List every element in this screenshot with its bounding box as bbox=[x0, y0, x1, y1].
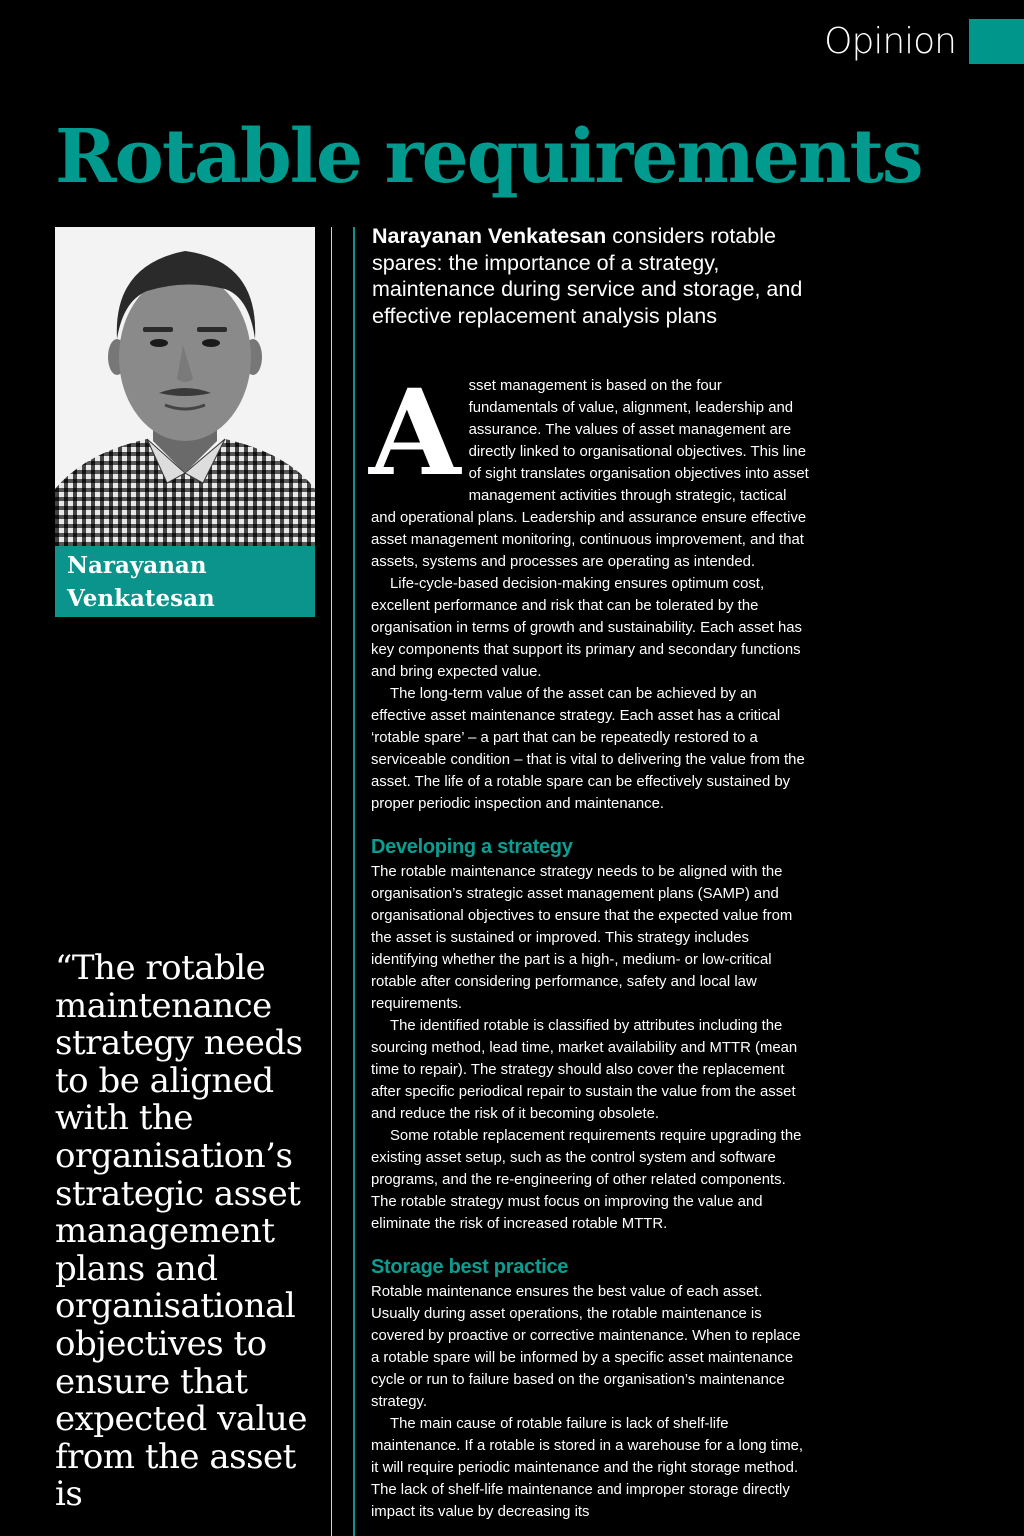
body-paragraph: The long-term value of the asset can be achieved by an effective asset maintenance strategy. Each asset has a critical ‘rotable spare’ – a part that can be repeatedly restored to a serviceable condition – that is vital to delivering the value from the asset. The life of a rotable spare can be effectively sustained by proper periodic inspection and maintenance. bbox=[371, 686, 805, 812]
article-title: Rotable requirements bbox=[55, 114, 922, 200]
body-paragraph bbox=[369, 363, 809, 573]
author-last-name: Venkatesan bbox=[67, 585, 215, 612]
body-paragraph: Life-cycle-based decision-making ensures optimum cost, excellent performance and risk that can be tolerated by the organisation in terms of growth and sustainability. Each asset has key components that support its primary and secondary functions and bring expected value. bbox=[371, 576, 802, 680]
section-heading-strategy: Developing a strategy bbox=[371, 836, 573, 858]
body-paragraph: The identified rotable is classified by attributes including the sourcing method, lead time, market availability and MTTR (mean time to repair). The strategy should also cover the replacement after specific periodical repair to sustain the value from the asset and reduce the risk of it becoming obsolete. bbox=[371, 1018, 798, 1122]
pull-quote: “The rotable maintenance strategy needs to be aligned with the organisation’s strategic asset management plans and organisational objectives to ensure that expected value from the asset is bbox=[55, 948, 307, 1515]
standfirst-accent-rule bbox=[353, 227, 355, 1536]
section-tab-marker bbox=[969, 19, 1024, 64]
author-portrait-icon bbox=[55, 227, 315, 546]
standfirst bbox=[372, 223, 827, 329]
standfirst-author: Narayanan Venkatesan bbox=[372, 224, 607, 248]
drop-cap: A bbox=[369, 363, 461, 502]
author-first-name: Narayanan bbox=[67, 552, 207, 579]
author-name-box bbox=[55, 546, 315, 617]
body-paragraph: Some rotable replacement requirements require upgrading the existing asset setup, such as the control system and software programs, and the re-engineering of other related components. The rotable strategy must focus on improving the value and eliminate the risk of increased rotable MTTR. bbox=[371, 1128, 802, 1232]
article-body bbox=[369, 363, 809, 1523]
body-paragraph: The main cause of rotable failure is lack of shelf-life maintenance. If a rotable is stored in a warehouse for a long time, it will require periodic maintenance and the right storage method. The lack of shelf-life maintenance and improper storage directly impact its value by decreasing its bbox=[371, 1416, 804, 1520]
section-heading-storage: Storage best practice bbox=[371, 1256, 569, 1278]
author-photo bbox=[55, 227, 315, 546]
intro-text: sset management is based on the four fundamentals of value, alignment, leadership and assurance. The values of asset management are directly linked to organisational objectives. This line of sight translates organisation objectives into asset management activities through strategic, tactical and operational plans. Leadership and assurance ensure effective asset management monitoring, continuous improvement, and that assets, systems and processes are operating as intended. bbox=[371, 378, 809, 570]
body-paragraph: Rotable maintenance ensures the best value of each asset. Usually during asset operations, the rotable maintenance is covered by proactive or corrective maintenance. When to replace a rotable spare will be informed by a specific asset maintenance cycle or run to failure based on the organisation’s maintenance strategy. bbox=[371, 1284, 801, 1410]
column-divider bbox=[331, 227, 332, 1536]
section-label: Opinion bbox=[824, 21, 956, 62]
standfirst-text: considers rotable spares: the importance of a strategy, maintenance during service and storage, and effective replacement analysis plans bbox=[372, 224, 803, 328]
body-paragraph: The rotable maintenance strategy needs to be aligned with the organisation’s strategic asset management plans (SAMP) and organisational objectives to ensure that the expected value from the asset is sustained or improved. This strategy includes identifying whether the part is a high-, medium- or low-critical rotable after considering performance, safety and local law requirements. bbox=[371, 864, 793, 1012]
